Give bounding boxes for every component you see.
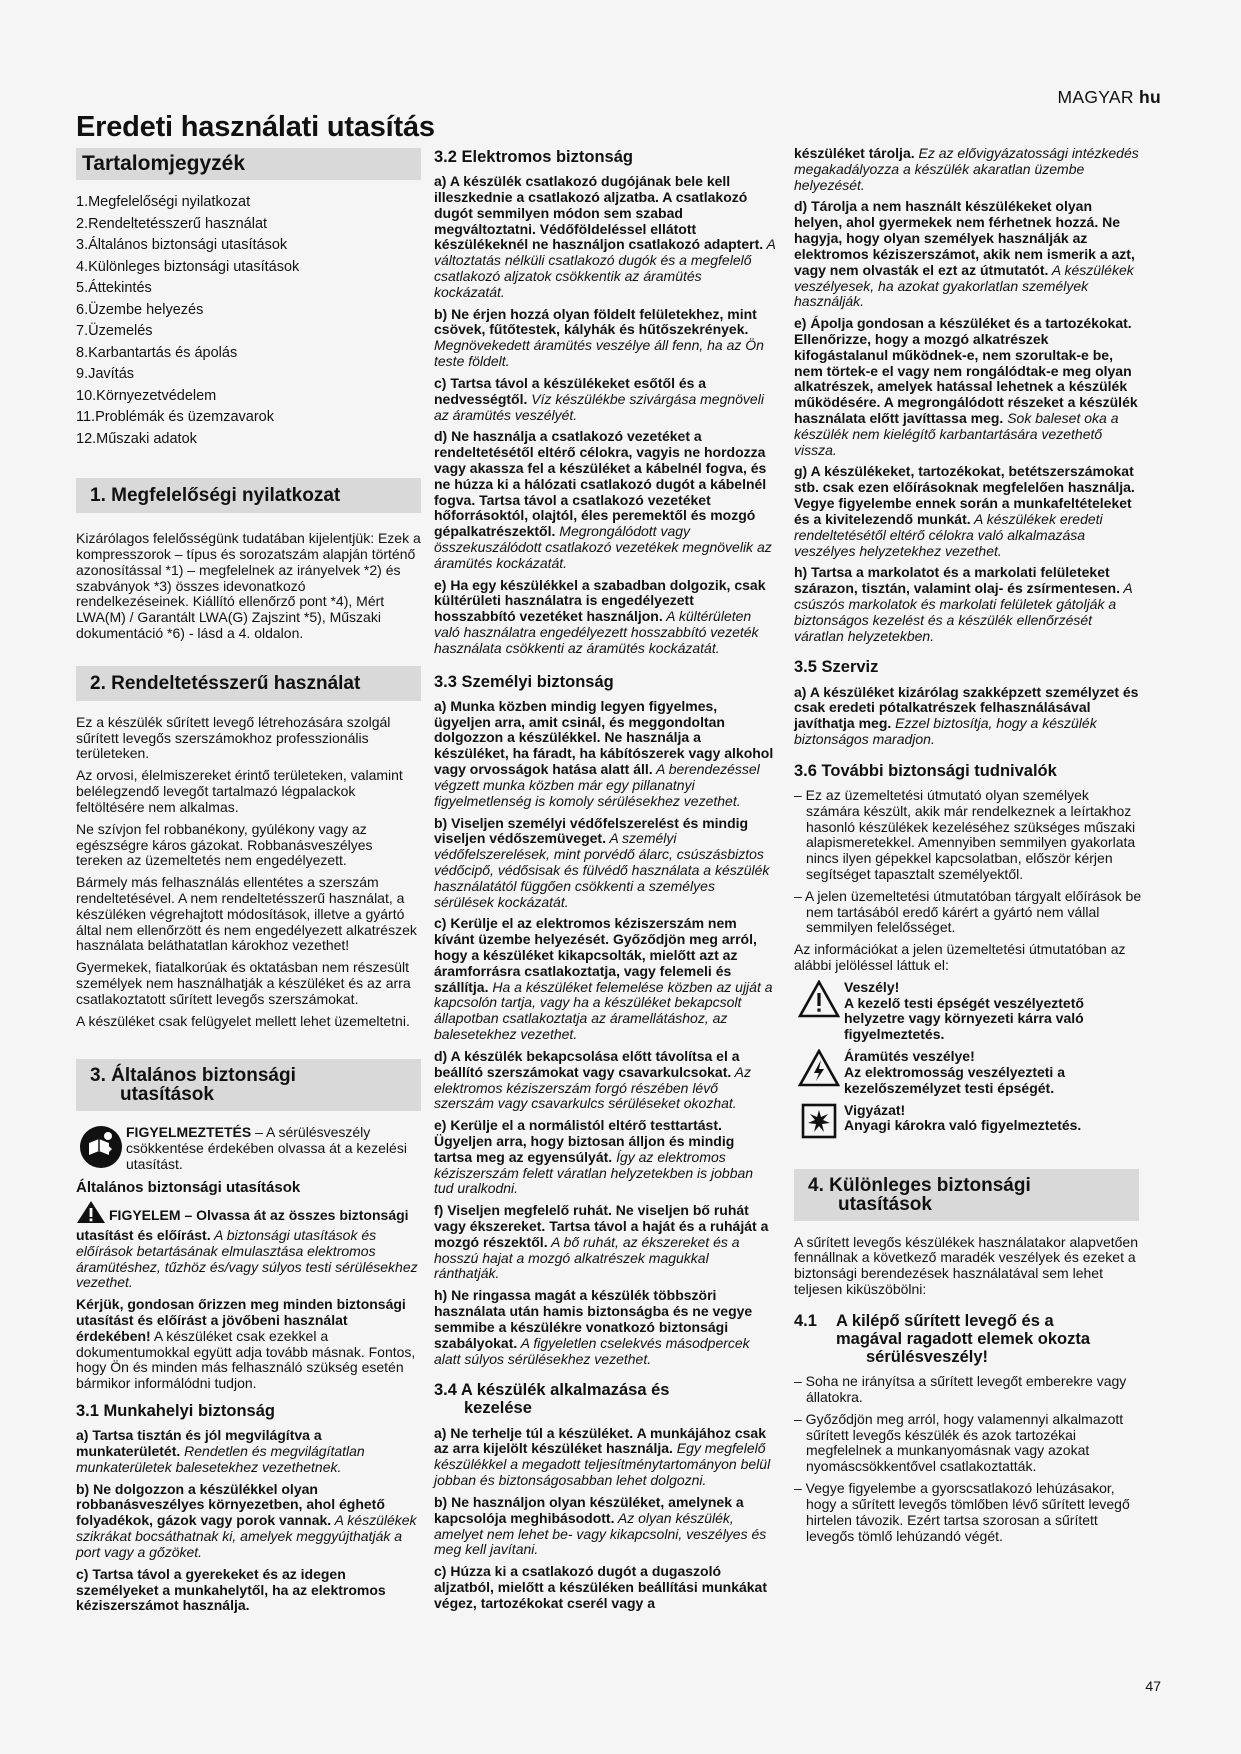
section-3-4-heading — [434, 1381, 776, 1417]
s32-b-bold: b) Ne érjen hozzá olyan földelt felületekhez, mint csövek, fűtőtestek, kályhák és hűtőszekrények. — [434, 305, 757, 338]
s31-c-bold: c) Tartsa távol a gyerekeket és az idegen személyeket a munkahelytől, ha az elektromos kéziszerszámot használja. — [76, 1565, 386, 1614]
section-3-heading-line2: utasítások — [120, 1084, 214, 1106]
s36-dash-1: – Ez az üzemeltetési útmutató olyan személyek számára készült, akik már rendelkeznek a leírtakhoz hasonló készülékek kezeléséhez szükséges műszaki alapismeretekkel. Amennyiben semmilyen gyakorlata nincs ilyen gépekkel kapcsolatban, először kérjen segítséget tapasztalt személyektől. — [794, 786, 1136, 882]
s33-a — [434, 699, 776, 810]
s34-c-bold: c) Húzza ki a csatlakozó dugót a dugaszoló aljzatból, mielőtt a készüléken beállítási munkákat végez, tartozékokat cserél vagy a — [434, 1563, 768, 1611]
s32-a — [434, 174, 776, 301]
s34-g-it: A készülékek eredeti rendeltetésétől eltérő célokra való alkalmazása veszélyes helyzetekhez vezethet. — [794, 510, 1103, 559]
warning-label: FIGYELMEZTETÉS — [126, 1124, 252, 1141]
s41-l2: magával ragadott elemek okozta — [836, 1329, 1091, 1348]
s34-b-it: Az olyan készülék, amelyet nem lehet be- vagy kikapcsolni, veszélyes és meg kell javítani. — [434, 1509, 767, 1558]
s34-d-bold: d) Tárolja a nem használt készülékeket olyan helyen, ahol gyermekek nem férhetnek hozzá. Ne hagyja, hogy olyan személyek használják az elektromos kéziszerszámot, akik nem ismerik a azt, vagy nem olvasták el ezt az útmutatót. — [794, 198, 1135, 278]
s33-f — [434, 1203, 776, 1282]
s34-b — [434, 1495, 776, 1558]
toc-item[interactable]: 12.Műszaki adatok — [76, 430, 197, 447]
s41-dash-3: – Vegye figyelembe a gyorscsatlakozó lehúzásakor, hogy a sűrített levegős tömlőben lévő sűrített levegő hirtelen távozik. Ezért tartsa szorosan a sűrített levegős tömlő lehúzandó végét. — [794, 1480, 1130, 1544]
section-3-1-a — [76, 1428, 421, 1475]
toc-item[interactable]: 8.Karbantartás és ápolás — [76, 344, 238, 361]
section-3-1-heading: 3.1 Munkahelyi biztonság — [76, 1402, 275, 1421]
s34-b-bold: b) Ne használjon olyan készüléket, amelynek a kapcsolója meghibásodott. — [434, 1493, 744, 1526]
s34-c — [434, 1564, 776, 1611]
danger-triangle-icon — [794, 980, 844, 1018]
s34-d-it: A készülékek veszélyesek, ha azokat gyakorlatlan személyek használják. — [794, 261, 1134, 310]
electric-shock-icon — [794, 1049, 844, 1087]
s36-info: Az információkat a jelen üzemeltetési útmutatóban az alábbi jelöléssel láttuk el: — [794, 941, 1126, 974]
s33-e-it: Így az elektromos kéziszerszám felett váratlan helyzetekben is jobban tud uralkodni. — [434, 1148, 754, 1197]
danger-text: A kezelő testi épségét veszélyeztető helyzetre vagy környezeti kárra való figyelmeztetés. — [844, 994, 1084, 1043]
s41-dash-2: – Győződjön meg arról, hogy valamennyi alkalmazott sűrített levegős készülék és azok tartozékai megfelelnek a munkanyomásnak vagy azokat nyomáscsökkentővel csatlakoztatták. — [794, 1410, 1124, 1475]
column-1 — [76, 148, 421, 1620]
s33-c — [434, 916, 776, 1043]
attention-paragraph — [76, 1200, 421, 1291]
damage-caution-icon — [794, 1103, 844, 1139]
s34-heading-l1: 3.4 A készülék alkalmazása és — [434, 1381, 670, 1400]
s31-b-it: A készülékek szikrákat bocsáthatnak ki, amelyek meggyújthatják a port vagy a gőzöket. — [76, 1512, 417, 1560]
s35-a-it: Ezzel biztosítja, hogy a készülék biztonságos maradjon. — [794, 715, 1097, 747]
section-4-heading — [794, 1169, 1139, 1221]
s33-f-bold: f) Viseljen megfelelő ruhát. Ne viseljen bő ruhát vagy ékszereket. Tartsa távol a haját és a ruháját a mozgó részektől. — [434, 1202, 769, 1250]
section-3-heading — [76, 1059, 421, 1111]
s32-c — [434, 376, 776, 423]
cont-bold: készüléket tárolja. — [794, 145, 915, 161]
s31-a-it: Rendetlen és megvilágítatlan munkaterületek balesetekhez vezethetnek. — [76, 1443, 365, 1475]
read-manual-icon — [76, 1125, 126, 1169]
s32-a-it: A változtatás nélküli csatlakozó dugók és a megfelelő csatlakozó aljzatok csökkentik az áramütés kockázatát. — [434, 236, 776, 300]
section-3-3-heading: 3.3 Személyi biztonság — [434, 672, 614, 691]
section-2-para: A készüléket csak felügyelet mellett lehet üzemeltetni. — [76, 1012, 410, 1029]
section-3-2-heading: 3.2 Elektromos biztonság — [434, 148, 633, 166]
language-name: MAGYAR — [1057, 87, 1134, 107]
s33-h-it: A figyeletlen cselekvés másodpercek alatt súlyos sérülésekhez vezethet. — [434, 1334, 750, 1367]
toc-item[interactable]: 7.Üzemelés — [76, 323, 153, 340]
toc-item[interactable]: 2.Rendeltetésszerű használat — [76, 215, 268, 232]
s32-b-it: Megnövekedett áramütés veszélye áll fenn, ha az Ön teste földelt. — [434, 337, 764, 370]
toc-item[interactable]: 1.Megfelelőségi nyilatkozat — [76, 194, 251, 211]
keep-instructions-paragraph — [76, 1297, 421, 1392]
caution-symbol-row — [794, 1103, 1144, 1139]
s32-d-bold: d) Ne használja a csatlakozó vezetéket a rendeltetésétől eltérő célokra, vagyis ne hordozza vagy akassza fel a készüléket a kábelnél fogva, és ne húzza ki a hálózati csatlakozó dugót a kábelnél fogva. Tartsa távol a csatlakozó vezetéket hőforrásoktól, olajtól, éles peremektől és mozgó gépalkatrészektől. — [434, 428, 767, 540]
s33-a-bold: a) Munka közben mindig legyen figyelmes, ügyeljen arra, amit csinál, és meggondoltan dolgozzon a készülékkel. Ne használja a készüléket, ha fáradt, ha kábítószerek vagy alkohol vagy orvosságok hatása alatt áll. — [434, 697, 774, 778]
shock-symbol-row — [794, 1049, 1144, 1096]
warning-text: – A sérülésveszély csökkentése érdekében olvassa át a kezelési utasítást. — [126, 1124, 407, 1173]
s31-a-bold: a) Tartsa tisztán és jól megvilágítva a munkaterületét. — [76, 1427, 322, 1460]
s35-a-bold: a) A készüléket kizárólag szakképzett személyzet és csak eredeti pótalkatrészek felhasználásával javíthatja meg. — [794, 683, 1139, 732]
caution-title: Vigyázat! — [844, 1101, 906, 1118]
s33-a-it: A berendezéssel végzett munka közben már egy pillanatnyi figyelmetlenség is komoly sérülésekhez vezethet. — [434, 761, 760, 809]
s32-c-it: Víz készülékbe szivárgása megnöveli az áramütés veszélyét. — [434, 390, 764, 423]
section-4-1-heading — [794, 1312, 1144, 1366]
section-2-para: Ne szívjon fel robbanékony, gyúlékony vagy az egészségre káros gázokat. Robbanásveszélyes tereken az üzemeltetés nem engedélyezett. — [76, 820, 373, 869]
s34-heading-l2: kezelése — [464, 1399, 532, 1418]
s41-num: 4.1 — [794, 1311, 817, 1330]
s33-d-it: Az elektromos kéziszerszám forgó részében lévő szerszám vagy csavarkulcs sérüléseket okozhat. — [434, 1063, 751, 1112]
s41-l1: A kilépő sűrített levegő és a — [836, 1311, 1054, 1330]
keep-bold: Kérjük, gondosan őrizzen meg minden biztonsági utasítást és előírást a jövőbeni használat érdekében! — [76, 1296, 406, 1344]
toc-item[interactable]: 9.Javítás — [76, 366, 135, 383]
attention-triangle-icon — [76, 1200, 106, 1228]
s36-dash-2: – A jelen üzemeltetési útmutatóban tárgyalt előírások be nem tartásából eredő kárért a gyártó nem vállal semmilyen felelősséget. — [794, 887, 1142, 936]
s34-h-bold: h) Tartsa a markolatot és a markolati felületeket szárazon, tisztán, valamint olaj- és zsírmentesen. — [794, 564, 1120, 597]
cont-it: Ez az elővigyázatossági intézkedés megakadályozza a készülék akaratlan üzembe helyezését. — [794, 145, 1139, 193]
toc-item[interactable]: 10.Környezetvédelem — [76, 387, 217, 404]
shock-title: Áramütés veszélye! — [844, 1048, 975, 1065]
s33-f-it: A bő ruhát, az ékszereket és a hosszú hajat a mozgó alkatrészek magukkal ránthatják. — [434, 1233, 740, 1282]
toc-item[interactable]: 3.Általános biztonsági utasítások — [76, 237, 288, 254]
s32-c-bold: c) Tartsa távol a készülékeket esőtől és a nedvességtől. — [434, 374, 707, 407]
s33-b-bold: b) Viseljen személyi védőfelszerelést és mindig viseljen védőszemüveget. — [434, 814, 749, 847]
s33-d-bold: d) A készülék bekapcsolása előtt távolítsa el a beállító szerszámokat vagy csavarkulcsokat. — [434, 1047, 740, 1080]
language-label — [1057, 87, 1161, 107]
danger-symbol-row — [794, 980, 1144, 1043]
column-2 — [434, 148, 776, 1618]
language-code: hu — [1139, 87, 1161, 107]
section-3-1-b — [76, 1482, 421, 1561]
toc-item[interactable]: 4.Különleges biztonsági utasítások — [76, 258, 300, 275]
s33-h — [434, 1288, 776, 1367]
attention-italic: A biztonsági utasítások és előírások betartásának elmulasztása elektromos áramütéshez, tűzhöz és/vagy súlyos testi sérülésekhez vezethet. — [76, 1226, 418, 1291]
s34-a — [434, 1426, 776, 1489]
s32-d — [434, 429, 776, 571]
s33-b-it: A személyi védőfelszerelések, mint porvédő álarc, csúszásbiztos védőcipő, védősisak és fülvédő használata a készülék használatától függően csökkenti a személyes sérülések kockázatát. — [434, 830, 770, 910]
shock-text: Az elektromosság veszélyezteti a kezelőszemélyzet testi épségét. — [844, 1063, 1065, 1096]
keep-text: A készüléket csak ezekkel a dokumentumokkal együtt adja tovább másnak. Fontos, hogy Ön és minden más felhasználó szükség esetén bármikor informálódni tudjon. — [76, 1327, 416, 1392]
s35-a — [794, 685, 1144, 748]
attention-bold: FIGYELEM – Olvassa át az összes biztonsági utasítást és előírást. — [76, 1207, 409, 1243]
toc-list — [76, 192, 421, 450]
s34-d — [794, 199, 1144, 310]
s32-b — [434, 307, 776, 370]
s33-e-bold: e) Kerülje el a normálistól eltérő testtartást. Ügyeljen arra, hogy biztosan álljon és mindig tartsa meg az egyensúlyát. — [434, 1117, 735, 1165]
section-3-5-heading: 3.5 Szerviz — [794, 658, 879, 677]
section-3-6-heading: 3.6 További biztonsági tudnivalók — [794, 761, 1057, 780]
section-2-para: Bármely más felhasználás ellentétes a szerszám rendeltetésével. A nem rendeltetésszerű használat, a készüléken végrehajtott módosítások, illetve a gyártó által nem ellenőrzött és nem engedélyezett alkatrészek használata beláthatatlan károkhoz vezethet! — [76, 874, 417, 954]
section-4-intro: A sűrített levegős készülékek használatakor alapvetően fennállnak a következő maradék veszélyek és ezeket a biztonsági berendezések használatával sem lehet teljesen kiküszöbölni: — [794, 1233, 1138, 1297]
read-manual-warning — [76, 1125, 421, 1172]
s34-g — [794, 464, 1144, 559]
section-1-text: Kizárólagos felelősségünk tudatában kijelentjük: Ezek a kompresszorok – típus és sorozatszám alapján történő azonosítással *1) – megfelelnek az irányelvek *2) és szabványok *3) összes idevonatkozó rendelkezéseinek. Kiállító ellenőrző pont *4), Mért LWA(M) / Garantált LWA(G) Zajszint *5), Műszaki dokumentáció *6) - lásd a 4. oldalon. — [76, 530, 421, 642]
s41-dash-1: – Soha ne irányítsa a sűrített levegőt emberekre vagy állatokra. — [794, 1373, 1127, 1406]
section-3-1-c — [76, 1567, 421, 1614]
toc-heading: Tartalomjegyzék — [76, 148, 421, 180]
s34-h-it: A csúszós markolatok és markolati felületek gátolják a biztonságos kezelést és a készülék ellenőrzését váratlan helyzetekben. — [794, 580, 1133, 644]
section-2-para: Az orvosi, élelmiszereket érintő területeken, valamint belélegzendő levegőt tartalmazó légpalackok feltöltésére nem alkalmas. — [76, 767, 403, 815]
s32-e — [434, 578, 776, 657]
column-3 — [794, 146, 1144, 1550]
s32-e-bold: e) Ha egy készülékkel a szabadban dolgozik, csak kültérületi használatra is engedélyezett hosszabbító vezetéket használjon. — [434, 576, 766, 625]
danger-title: Veszély! — [844, 978, 900, 995]
section-1-heading: 1. Megfelelőségi nyilatkozat — [76, 478, 421, 513]
general-safety-heading: Általános biztonsági utasítások — [76, 1178, 301, 1196]
s33-d — [434, 1049, 776, 1112]
s34-e-it: Sok baleset oka a készülék nem kielégítő karbantartására vezethető vissza. — [794, 410, 1119, 458]
s31-b-bold: b) Ne dolgozzon a készülékkel olyan robbanásveszélyes környezetben, ahol éghető folyadékok, gázok vagy porok vannak. — [76, 1480, 385, 1529]
section-2-para: Gyermekek, fiatalkorúak és oktatásban nem részesült személyek nem használhatják a készüléket és az arra csatlakoztatott sűrített levegős szerszámokat. — [76, 959, 411, 1007]
s33-h-bold: h) Ne ringassa magát a készülék többszöri használata után hamis biztonságba és ne vegye semmibe a készülékre vonatkozó biztonsági szabályokat. — [434, 1287, 753, 1351]
s34-a-it: Egy megfelelő készülékkel a megadott teljesítménytartományon belül jobban és biztonságosabban lehet dolgozni. — [434, 1440, 771, 1489]
s34-c-cont — [794, 146, 1144, 193]
s41-l3: sérülésveszély! — [866, 1348, 989, 1367]
s34-h — [794, 565, 1144, 644]
s32-e-it: A kültérületen való használatra engedélyezett hosszabbító vezeték használata csökkenti az áramütés kockázatát. — [434, 608, 759, 656]
s33-c-it: Ha a készüléket felemelése közben az ujját a kapcsolón tartja, vagy ha a készüléket bekapcsolt állapotban csatlakoztatja az áramellátáshoz, az balesetekhez vezethet. — [434, 978, 773, 1043]
toc-item[interactable]: 11.Problémák és üzemzavarok — [76, 409, 274, 426]
page-title: Eredeti használati utasítás — [76, 111, 435, 143]
section-3-heading-line1: 3. Általános biztonsági — [90, 1065, 296, 1087]
s33-b — [434, 816, 776, 911]
toc-item[interactable]: 6.Üzembe helyezés — [76, 301, 204, 318]
section-2-para: Ez a készülék sűrített levegő létrehozására szolgál sűrített levegős szerszámokhoz professzionális területeken. — [76, 713, 391, 762]
s34-e-bold: e) Ápolja gondosan a készüléket és a tartozékokat. Ellenőrizze, hogy a mozgó alkatrészek kifogástalanul működnek-e, nem szorultak-e be, nem törtek-e el vagy nem rongálódtak-e meg olyan alkatrészek, amelyek hatással lehetnek a készülék működésére. A megrongálódott részeket a készülék használata előtt javíttassa meg. — [794, 315, 1138, 426]
caution-text: Anyagi károkra való figyelmeztetés. — [844, 1117, 1082, 1134]
s32-d-it: Megrongálódott vagy összekuszálódott csatlakozó vezetékek megnövelik az áramütés kockázatát. — [434, 523, 772, 571]
s33-e — [434, 1118, 776, 1197]
s34-a-bold: a) Ne terhelje túl a készüléket. A munkájához csak az arra kijelölt készüléket használja. — [434, 1424, 766, 1457]
s33-c-bold: c) Kerülje el az elektromos kéziszerszám nem kívánt üzembe helyezését. Győződjön meg arról, hogy a készüléket kikapcsolták, mielőtt azt az áramforrásra csatlakoztatja, vagy felemeli és szállítja. — [434, 915, 757, 995]
s32-a-bold: a) A készülék csatlakozó dugójának bele kell illeszkednie a csatlakozó aljzatba. A csatlakozó dugót semmilyen módon sem szabad megváltoztatni. Védőföldeléssel ellátott készülékeknél ne használjon csatlakozó adaptert. — [434, 173, 764, 253]
page-number: 47 — [1145, 1678, 1161, 1694]
section-4-heading-line1: 4. Különleges biztonsági — [808, 1174, 1031, 1196]
section-4-heading-line2: utasítások — [838, 1193, 932, 1215]
toc-item[interactable]: 5.Áttekintés — [76, 280, 152, 297]
s34-e — [794, 316, 1144, 458]
s34-g-bold: g) A készülékeket, tartozékokat, betétszerszámokat stb. csak ezen előírásoknak megfelelően használja. Vegye figyelembe ennek során a munkafeltételeket és a kivitelezendő munkát. — [794, 463, 1135, 527]
section-2-heading: 2. Rendeltetésszerű használat — [76, 666, 421, 701]
